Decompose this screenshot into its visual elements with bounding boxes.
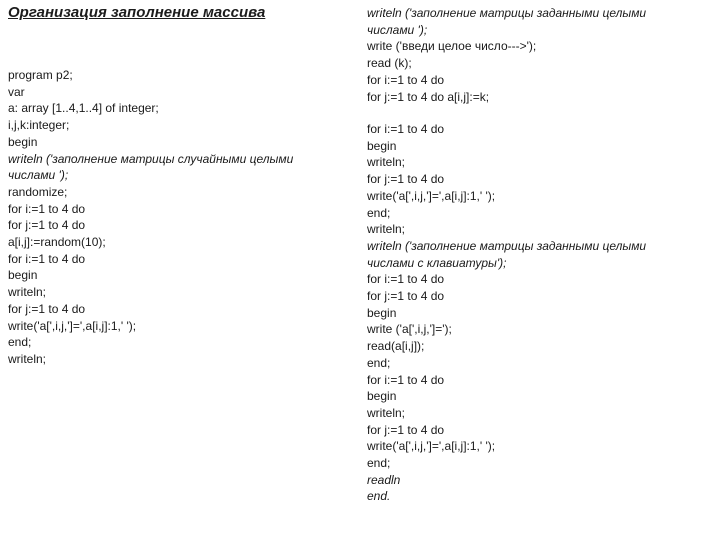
code-line: begin: [367, 305, 397, 320]
code-line: end.: [367, 489, 391, 504]
code-listing-right-bottom: [367, 121, 646, 505]
code-listing-left: [8, 67, 293, 368]
code-line: for j:=1 to 4 do: [367, 172, 445, 187]
code-line: writeln;: [367, 405, 406, 420]
code-line: числами с клавиатуры');: [367, 255, 507, 270]
code-line: begin: [367, 138, 397, 153]
code-line: writeln ('заполнение матрицы заданными целыми: [367, 238, 647, 253]
slide-title: Организация заполнение массива: [8, 4, 266, 21]
code-line: end;: [367, 205, 391, 220]
code-line: begin: [8, 268, 38, 283]
code-line: read(a[i,j]);: [367, 339, 425, 354]
code-line: writeln ('заполнение матрицы случайными целыми: [8, 151, 294, 166]
code-line: begin: [367, 389, 397, 404]
code-line: for i:=1 to 4 do: [367, 272, 445, 287]
code-line: for j:=1 to 4 do: [8, 218, 86, 233]
code-line: readln: [367, 472, 401, 487]
code-line: end;: [367, 355, 391, 370]
code-line: writeln;: [367, 155, 406, 170]
code-line: write('a[',i,j,']=',a[i,j]:1,' ');: [367, 439, 496, 454]
code-line: for i:=1 to 4 do: [367, 372, 445, 387]
code-line: read (k);: [367, 56, 412, 71]
code-listing-right-top: [367, 5, 646, 105]
code-line: end;: [8, 335, 32, 350]
code-line: for j:=1 to 4 do: [8, 301, 86, 316]
code-line: a[i,j]:=random(10);: [8, 235, 106, 250]
code-line: for i:=1 to 4 do: [8, 201, 86, 216]
code-line: for j:=1 to 4 do a[i,j]:=k;: [367, 89, 490, 104]
code-line: a: array [1..4,1..4] of integer;: [8, 101, 159, 116]
code-line: write('a[',i,j,']=',a[i,j]:1,' ');: [367, 188, 496, 203]
code-line: writeln;: [8, 351, 47, 366]
code-line: end;: [367, 456, 391, 471]
code-line: for i:=1 to 4 do: [8, 251, 86, 266]
code-line: i,j,k:integer;: [8, 118, 70, 133]
code-line: числами ');: [367, 22, 428, 37]
code-line: program p2;: [8, 68, 73, 82]
code-line: writeln;: [367, 222, 406, 237]
code-line: for j:=1 to 4 do: [367, 422, 445, 437]
code-line: write ('введи целое число--->');: [367, 39, 537, 54]
code-line: write ('a[',i,j,']=');: [367, 322, 452, 337]
code-line: writeln;: [8, 285, 47, 300]
code-line: randomize;: [8, 184, 68, 199]
code-line: for i:=1 to 4 do: [367, 122, 445, 136]
code-line: var: [8, 84, 25, 99]
code-line: write('a[',i,j,']=',a[i,j]:1,' ');: [8, 318, 137, 333]
code-line: begin: [8, 134, 38, 149]
code-line: for j:=1 to 4 do: [367, 289, 445, 304]
code-line: числами ');: [8, 168, 69, 183]
code-line: for i:=1 to 4 do: [367, 72, 445, 87]
code-line: writeln ('заполнение матрицы заданными целыми: [367, 6, 647, 20]
